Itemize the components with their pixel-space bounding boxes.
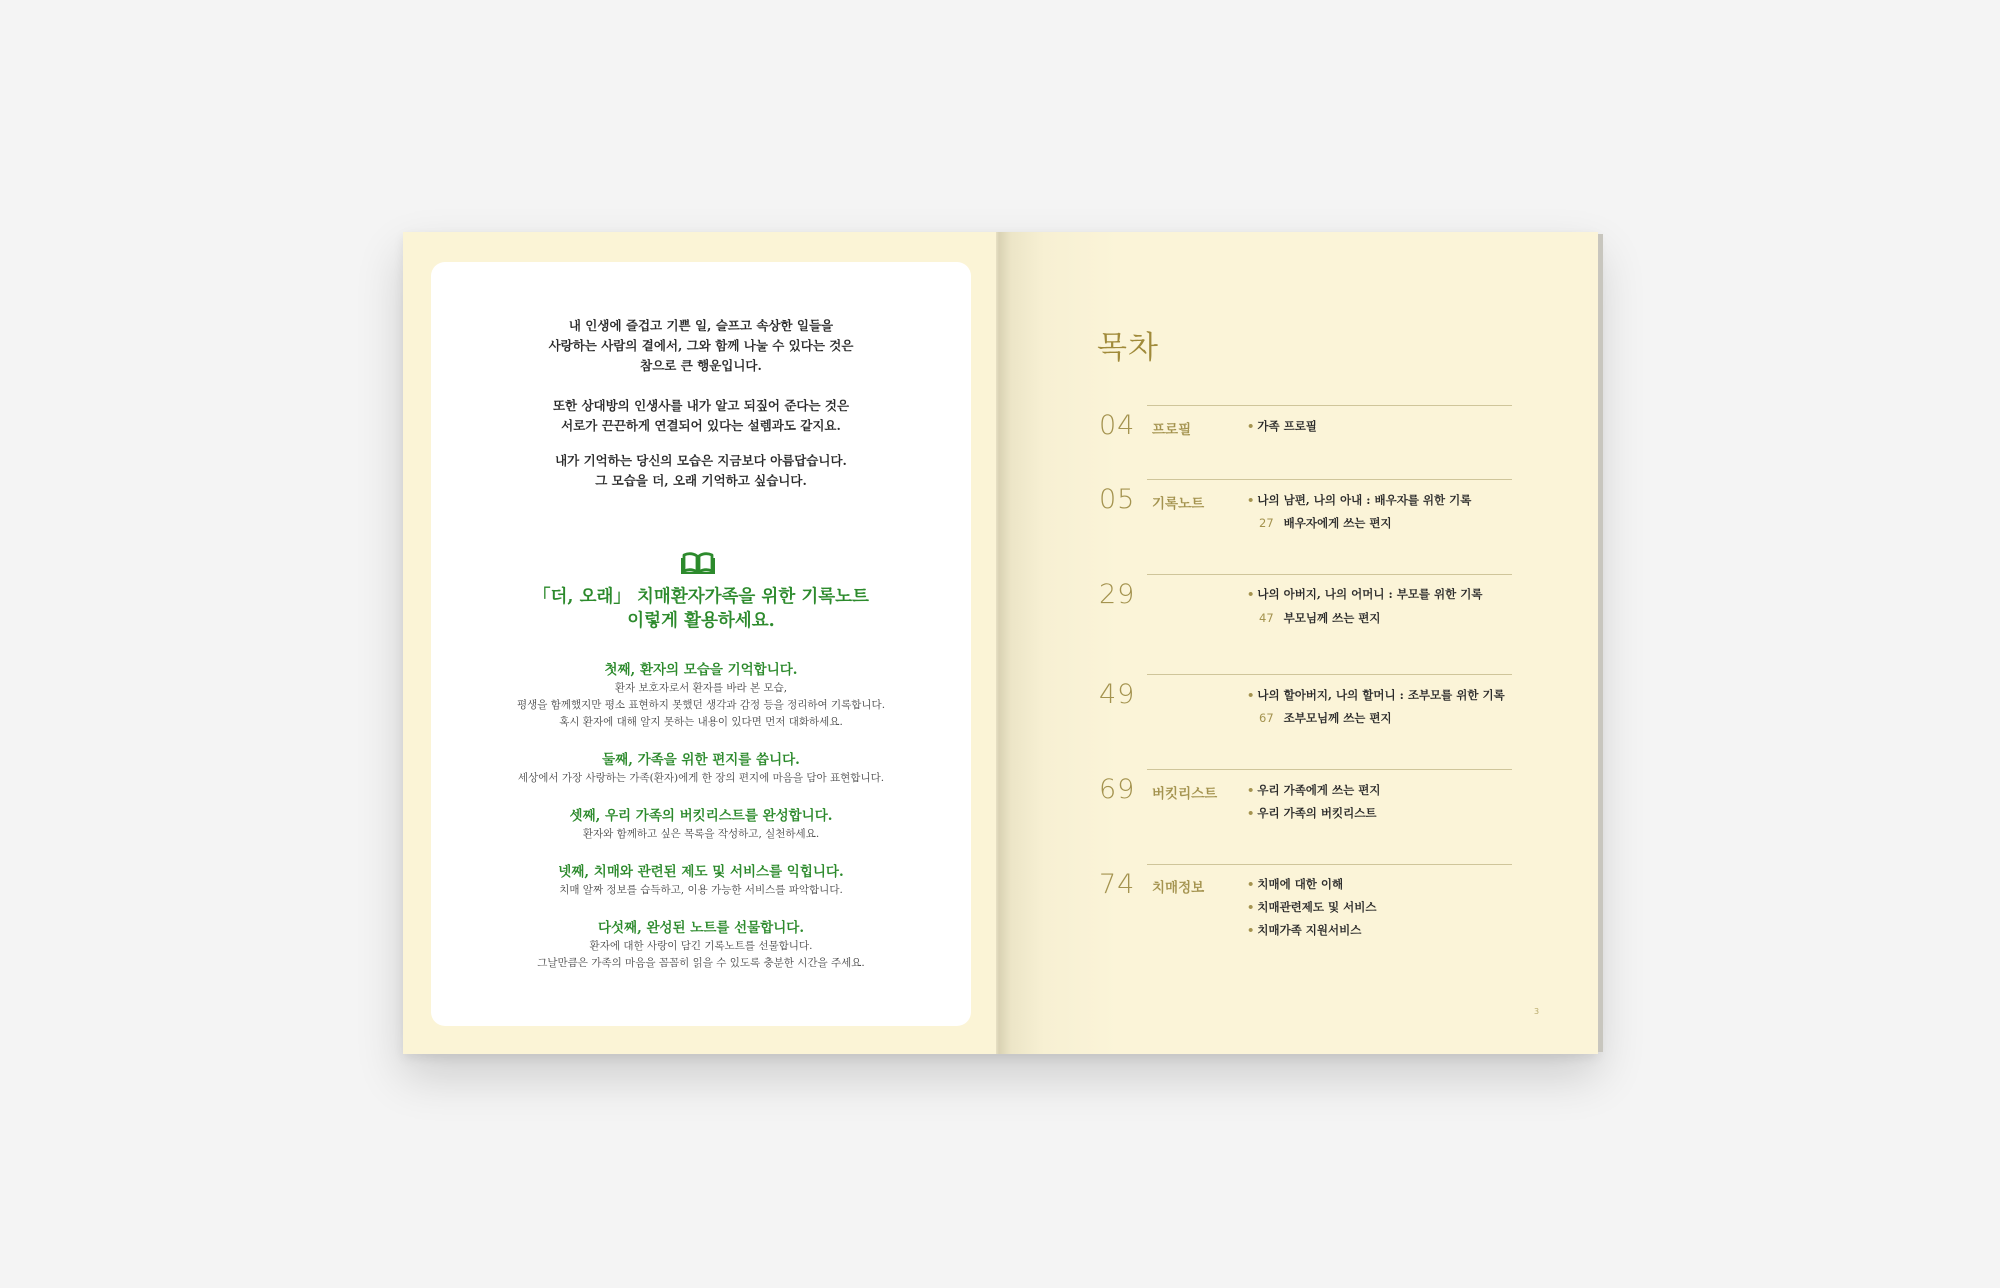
toc-section-number: 74 (1099, 869, 1136, 900)
toc-divider (1147, 864, 1512, 865)
toc-section-number: 69 (1099, 774, 1136, 805)
step-5: 다섯째, 완성된 노트를 선물합니다. 환자에 대한 사랑이 담긴 기록노트를 선물합니다. 그날만큼은 가족의 마음을 꼼꼼히 읽을 수 있도록 충분한 시간을 주세요. (537, 920, 865, 969)
toc-section-number: 05 (1099, 484, 1136, 515)
toc-item: • 나의 남편, 나의 아내 : 배우자를 위한 기록 (1247, 493, 1472, 507)
toc-title: 목차 (1097, 330, 1159, 366)
toc-section-number: 04 (1099, 410, 1136, 441)
toc-subitem: 27 배우자에게 쓰는 편지 (1259, 516, 1392, 530)
intro-paragraph-2: 또한 상대방의 인생사를 내가 알고 되짚어 준다는 것은 서로가 끈끈하게 연결되어 있다는 설렘과도 같지요. (552, 398, 850, 433)
step-3: 셋째, 우리 가족의 버킷리스트를 완성합니다. 환자와 함께하고 싶은 목록을 작성하고, 실천하세요. (569, 808, 833, 840)
toc-divider (1147, 574, 1512, 575)
step-1: 첫째, 환자의 모습을 기억합니다. 환자 보호자로서 환자를 바라 본 모습, 평생을 함께했지만 평소 표현하지 못했던 생각과 감정 등을 정리하여 기록합니다. 혹시 환자에 대해 알지 못하는 내용이 있다면 먼저 대화하세요. (516, 662, 886, 728)
open-booklet (403, 232, 1598, 1054)
toc-section-number: 29 (1099, 579, 1136, 610)
toc-subitem: 47 부모님께 쓰는 편지 (1259, 611, 1381, 625)
toc-section-number: 49 (1099, 679, 1136, 710)
toc-section-label: 프로필 (1152, 422, 1192, 438)
step-2: 둘째, 가족을 위한 편지를 씁니다. 세상에서 가장 사랑하는 가족(환자)에게 한 장의 편지에 마음을 담아 표현합니다. (517, 752, 885, 784)
toc-subitem: 67 조부모님께 쓰는 편지 (1259, 711, 1392, 725)
toc-section-label: 기록노트 (1152, 496, 1205, 512)
guide-title: 「더, 오래」 치매환자가족을 위한 기록노트 이렇게 활용하세요. (533, 587, 869, 631)
toc-divider (1147, 769, 1512, 770)
toc-item: • 우리 가족의 버킷리스트 (1247, 806, 1377, 820)
intro-card (431, 262, 971, 1026)
toc-section-label: 치매정보 (1152, 880, 1205, 896)
page-number: 3 (1534, 1007, 1540, 1016)
intro-paragraph-1: 내 인생에 즐겁고 기쁜 일, 슬프고 속상한 일들을 사랑하는 사람의 곁에서, 그와 함께 나눌 수 있다는 것은 참으로 큰 행운입니다. (548, 318, 854, 373)
toc-item: • 나의 할아버지, 나의 할머니 : 조부모를 위한 기록 (1247, 688, 1505, 702)
toc-item: • 치매관련제도 및 서비스 (1247, 900, 1377, 914)
intro-paragraph-3: 내가 기억하는 당신의 모습은 지금보다 아름답습니다. 그 모습을 더, 오래 기억하고 싶습니다. (555, 453, 847, 488)
open-book-icon (681, 552, 715, 574)
toc-item: • 나의 아버지, 나의 어머니 : 부모를 위한 기록 (1247, 587, 1483, 601)
toc-item: • 치매에 대한 이해 (1247, 877, 1344, 891)
toc-item: • 치매가족 지원서비스 (1247, 923, 1362, 937)
toc-divider (1147, 405, 1512, 406)
right-page (999, 232, 1598, 1054)
toc-section-label: 버킷리스트 (1152, 786, 1218, 802)
toc-divider (1147, 674, 1512, 675)
step-4: 넷째, 치매와 관련된 제도 및 서비스를 익힙니다. 치매 알짜 정보를 습득하고, 이용 가능한 서비스를 파악합니다. (558, 864, 844, 896)
toc-item: • 우리 가족에게 쓰는 편지 (1247, 783, 1381, 797)
left-page (403, 232, 999, 1054)
toc-divider (1147, 479, 1512, 480)
toc-item: • 가족 프로필 (1247, 419, 1317, 433)
